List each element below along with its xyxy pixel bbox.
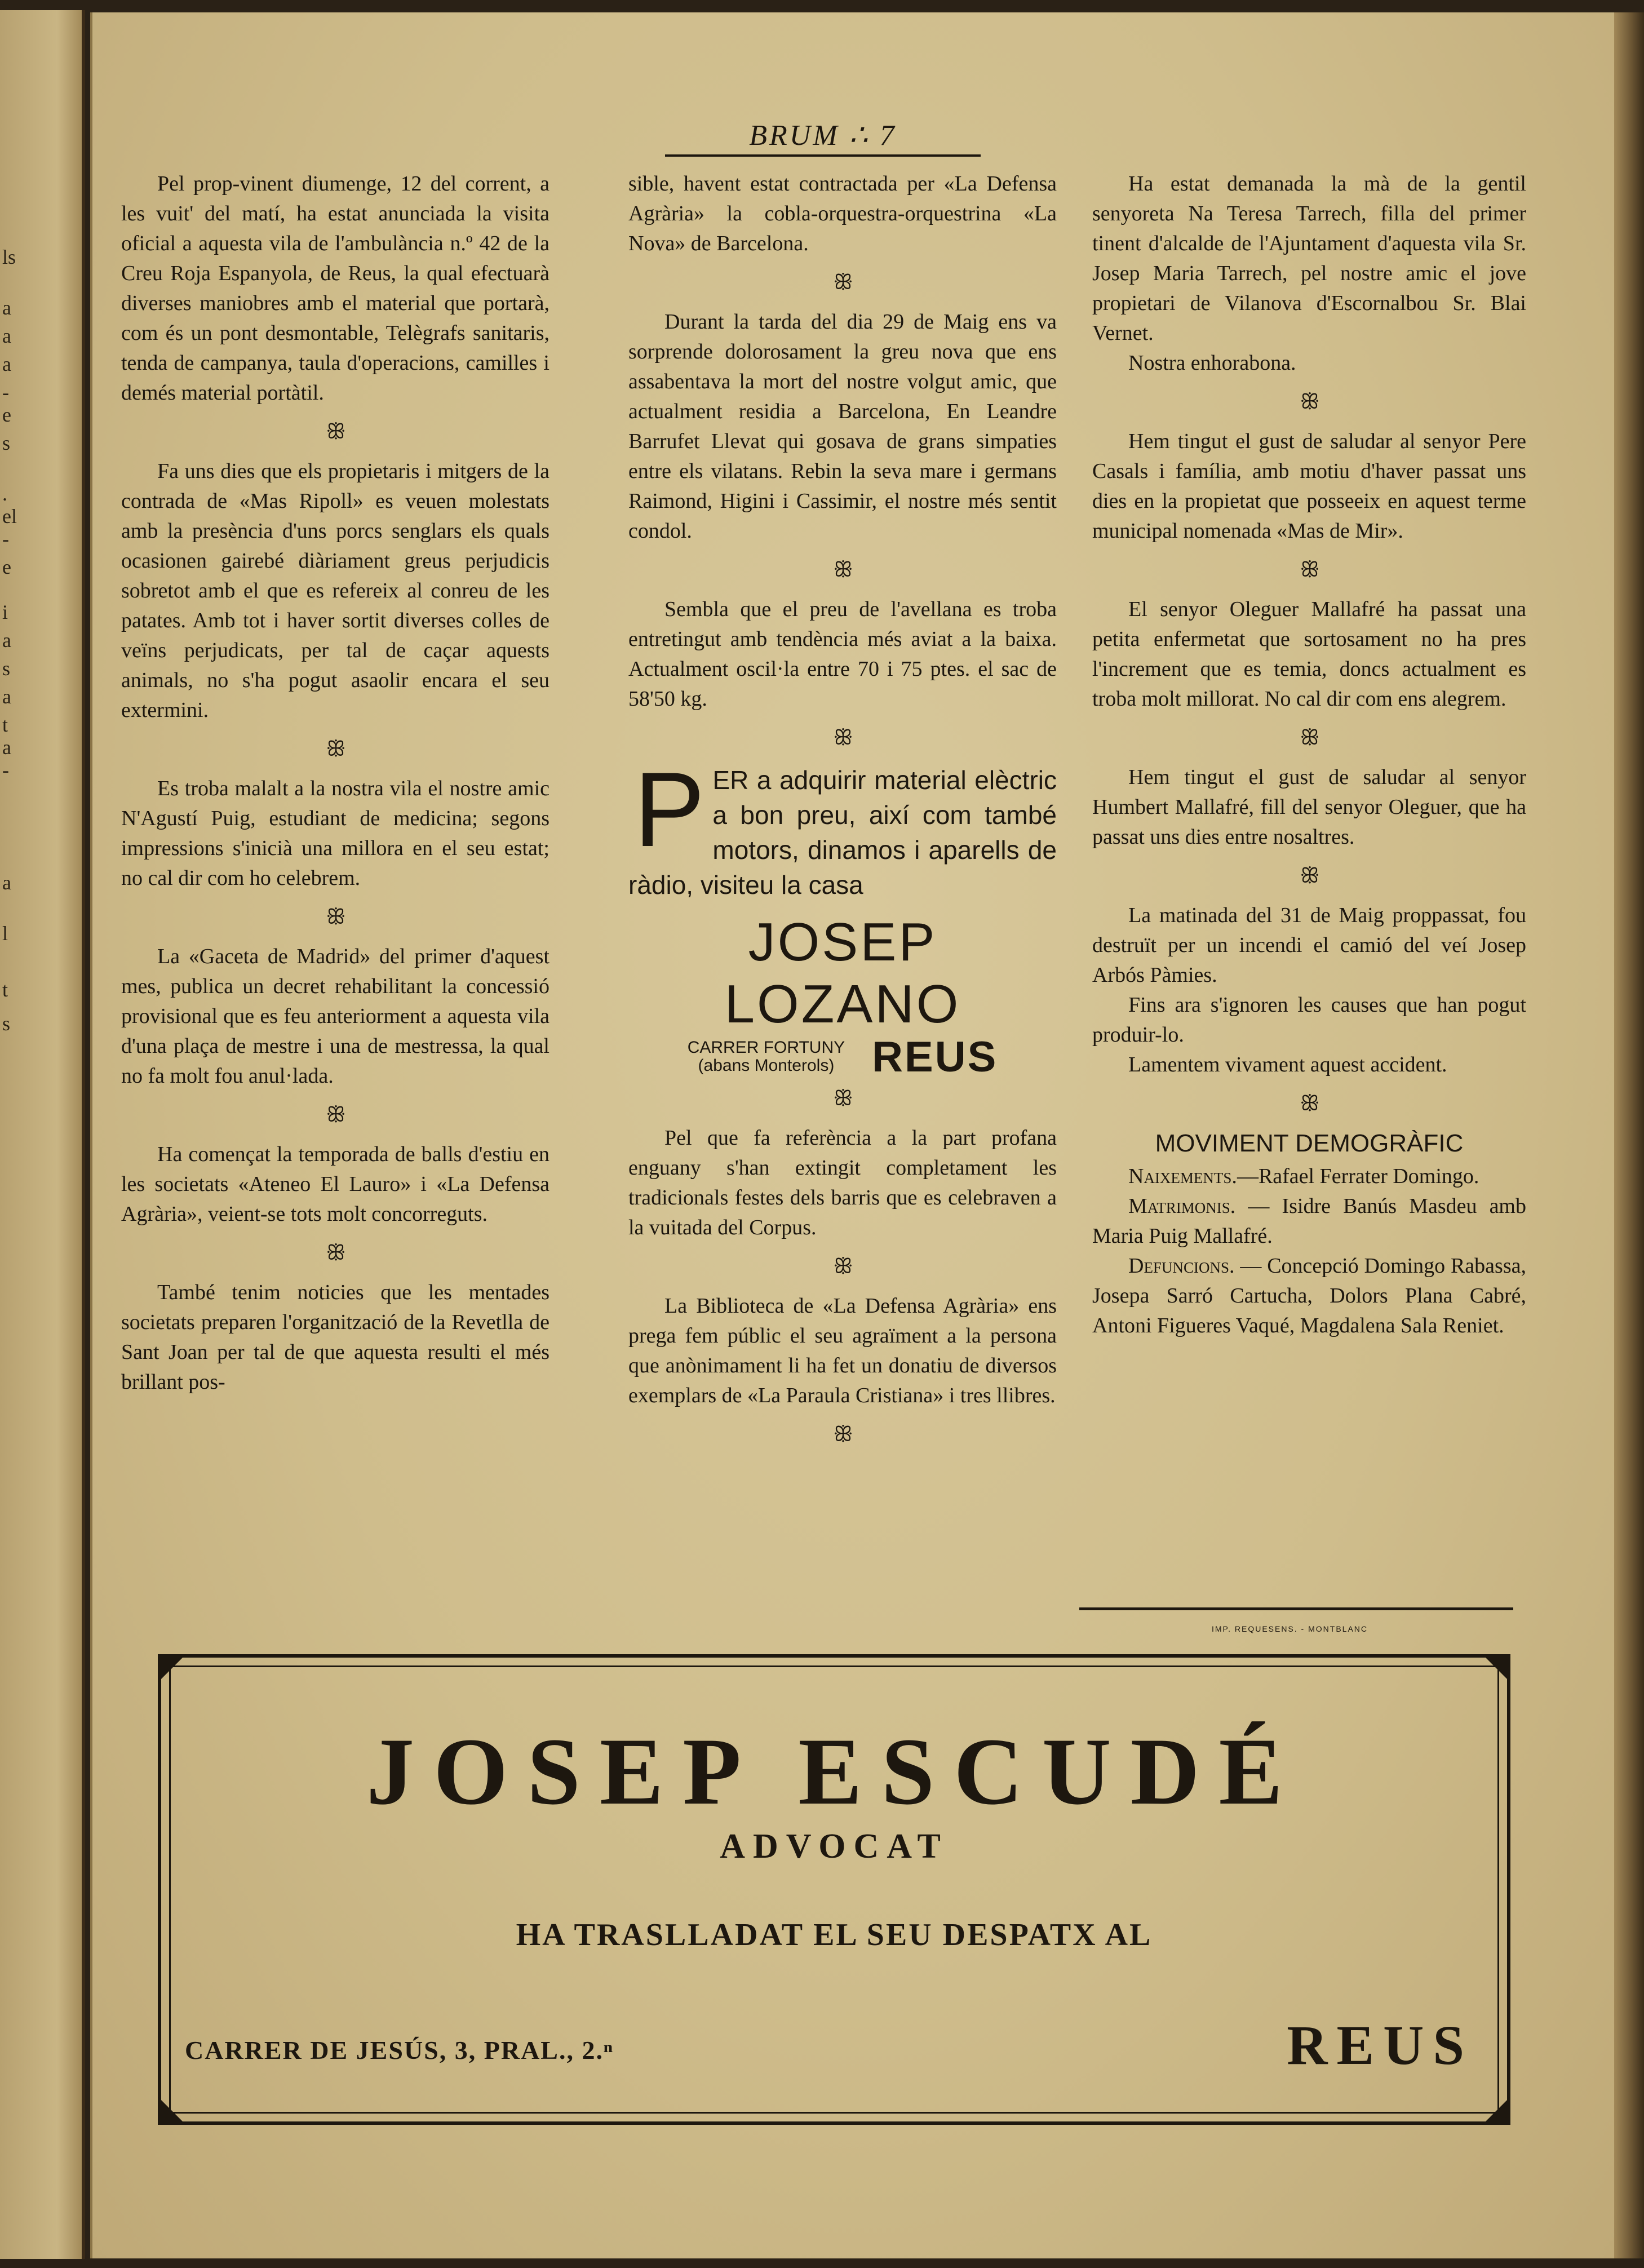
news-item: Sembla que el preu de l'avellana es troba entretingut amb tendència més aviat a la baixa. Actualment oscil·la entre 70 i 75 ptes. el sac de 58'50 kg. [628, 597, 1057, 711]
news-item: Ha estat demanada la mà de la gentil senyoreta Na Teresa Tarrech, filla del primer tinent d'alcalde de l'Ajuntament d'aquesta vila Sr. Josep Maria Tarrech, pel nostre amic el jove propietari de Vilanova d'Escornalbou Sr. Blai Vernet. [1092, 172, 1526, 345]
demographic-title: MOVIMENT DEMOGRÀFIC [1155, 1129, 1464, 1157]
news-item: La matinada del 31 de Maig proppassat, fou destruït per un incendi el camió del veí Josep Arbós Pàmies. [1092, 903, 1526, 987]
ornament-icon: ꕥ [1300, 390, 1319, 414]
advertisement-escude [158, 1654, 1510, 2125]
prev-page-fragment: a [2, 685, 11, 708]
ad-lozano-name: JOSEP LOZANO [724, 912, 961, 1034]
advertisement-lozano [628, 750, 1057, 1081]
ornament-icon: ꕥ [326, 1103, 345, 1127]
births-text: —Rafael Ferrater Domingo. [1237, 1164, 1479, 1188]
ad-escude-address: CARRER DE JESÚS, 3, PRAL., 2.ⁿ [185, 2036, 614, 2065]
news-item: Ha començat la temporada de balls d'estiu en les societats «Ateneo El Lauro» i «La Defensa Agrària», veient-se tots molt concorreguts. [121, 1142, 550, 1226]
news-item: Lamentem vivament aquest accident. [1128, 1053, 1447, 1077]
prev-page-fragment: a [2, 871, 11, 894]
ornament-icon: ꕥ [326, 737, 345, 761]
news-item: Fins ara s'ignoren les causes que han pogut produir-lo. [1092, 993, 1526, 1047]
news-item: Durant la tarda del dia 29 de Maig ens va sorprende dolorosament la greu nova que ens assabentava la mort del nostre volgut amic, que actualment residia a Barcelona, En Leandre Barrufet Llevat qui gosava de grans simpaties entre els vilatans. Rebin la seva mare i germans Raimond, Higini i Cassimir, el nostre més sentit condol. [628, 310, 1057, 543]
ornament-icon: ꕥ [1300, 558, 1319, 582]
prev-page-fragment: - [2, 528, 9, 550]
ornament-icon: ꕥ [1300, 864, 1319, 888]
news-item: Pel que fa referència a la part profana enguany s'han extingit completament les tradicionals festes dels barris que es celebraven a la vuitada del Corpus. [628, 1126, 1057, 1239]
ad-lozano-city: REUS [872, 1033, 998, 1081]
ad-lozano-street-line1: CARRER FORTUNY [687, 1038, 845, 1057]
ad-lozano-body: ER a adquirir material elèctric a bon preu, així com també motors, dinamos i aparells de ràdio, visiteu la casa [628, 765, 1057, 900]
ornament-icon: ꕥ [326, 905, 345, 929]
ornament-icon: ꕥ [833, 1255, 852, 1278]
prev-page-fragment: s [2, 1012, 11, 1035]
prev-page-fragment: e [2, 556, 11, 578]
prev-page-fragment: ls [2, 246, 16, 268]
prev-page-fragment: - [2, 381, 9, 404]
ad-escude-moved: HA TRASLLADAT EL SEU DESPATX AL [516, 1917, 1153, 1952]
ad-lozano-street [688, 1039, 845, 1075]
news-item: Fa uns dies que els propietaris i mitgers de la contrada de «Mas Ripoll» es veuen molestats amb la presència d'uns porcs senglars els quals ocasionen gairebé diàriament greus perjudicis sobretot amb el que es refereix al conreu de les patates. Amb tot i haver sortit diverses colles de veïns perjudicats, per tal de caçar aquests animals, no s'ha pogut asaolir encara el seu extermini. [121, 459, 550, 722]
prev-page-fragment: el [2, 505, 17, 528]
news-item: Nostra enhorabona. [1128, 351, 1296, 375]
corner-ornament [1482, 1654, 1510, 1682]
prev-page-fragment: l [2, 922, 8, 945]
births-label: Naixements. [1128, 1164, 1237, 1188]
deaths-text: — Concepció Domingo Rabassa, Josepa Sarró Cartucha, Dolors Plana Cabré, Antoni Figueres Vaqué, Magdalena Sala Reniet. [1092, 1254, 1526, 1337]
ad-lozano-address [628, 1033, 1057, 1081]
prev-page-fragment: s [2, 432, 11, 454]
column-1 [121, 169, 550, 1397]
ad-lozano-text [628, 750, 1057, 902]
corner-ornament [158, 2097, 186, 2125]
prev-page-fragment: a [2, 629, 11, 652]
ornament-icon: ꕥ [833, 558, 852, 582]
news-item: Es troba malalt a la nostra vila el nostre amic N'Agustí Puig, estudiant de medicina; segons impressions s'inicià una millora en el seu estat; no cal dir com ho celebrem. [121, 777, 550, 890]
ad-lozano-street-line2: (abans Monterols) [698, 1056, 835, 1075]
marriages-label: Matrimonis. [1128, 1194, 1236, 1218]
column-end-rule [1079, 1607, 1513, 1610]
news-item: Pel prop-vinent diumenge, 12 del corrent, a les vuit' del matí, ha estat anunciada la visita oficial a aquesta vila de l'ambulància n.º 42 de la Creu Roja Espanyola, de Reus, la qual efectuarà diverses maniobres amb el material que portarà, com és un pont desmontable, Telègrafs sanitaris, tenda de campanya, taula d'operacions, camilles i demés material portàtil. [121, 172, 550, 405]
previous-page-edge [0, 10, 85, 2259]
corner-ornament [1482, 2097, 1510, 2125]
deaths-label: Defuncions. [1128, 1254, 1235, 1278]
prev-page-fragment: t [2, 978, 8, 1001]
news-item: El senyor Oleguer Mallafré ha passat una petita enfermetat que sortosament no ha pres l'increment que es temia, doncs actualment es troba molt millorat. No cal dir com ens alegrem. [1092, 597, 1526, 711]
ornament-icon: ꕥ [326, 1241, 345, 1265]
column-2 [628, 169, 1057, 1459]
page-header: BRUM ∴ 7 [665, 118, 981, 157]
prev-page-fragment: a [2, 353, 11, 375]
news-item: La Biblioteca de «La Defensa Agrària» ens prega fem públic el seu agraïment a la persona que anònimament li ha fet un donatiu de diversos exemplars de «La Paraula Cristiana» i tres llibres. [628, 1294, 1057, 1407]
ornament-icon: ꕥ [833, 1087, 852, 1110]
ornament-icon: ꕥ [326, 420, 345, 444]
prev-page-fragment: a [2, 296, 11, 319]
prev-page-fragment: . [2, 482, 7, 505]
births-entry [1092, 1162, 1526, 1191]
ornament-icon: ꕥ [833, 1423, 852, 1446]
column-3 [1092, 169, 1526, 1341]
page-binding-edge [1612, 12, 1644, 2258]
ornament-icon: ꕥ [1300, 1092, 1319, 1115]
ornament-icon: ꕥ [833, 726, 852, 750]
prev-page-fragment: a [2, 736, 11, 759]
prev-page-fragment: s [2, 657, 11, 680]
ad-escude-city: REUS [1287, 2014, 1473, 2076]
news-item: La «Gaceta de Madrid» del primer d'aquest mes, publica un decret rehabilitant la concessió provisional que es feu anteriorment a aquesta vila d'una plaça de mestre i una de mestressa, la qual no fa molt fou anul·lada. [121, 945, 550, 1088]
prev-page-fragment: t [2, 714, 8, 736]
ad-escude-role: ADVOCAT [720, 1827, 949, 1866]
news-item: sible, havent estat contractada per «La Defensa Agrària» la cobla-orquestra-orquestrina «La Nova» de Barcelona. [628, 172, 1057, 255]
ad-escude-name: JOSEP ESCUDÉ [366, 1718, 1302, 1824]
marriages-entry [1092, 1191, 1526, 1251]
ornament-icon: ꕥ [1300, 726, 1319, 750]
prev-page-fragment: - [2, 759, 9, 781]
corner-ornament [158, 1654, 186, 1682]
marriages-text: — Isidre Banús Masdeu amb Maria Puig Mallafré. [1092, 1194, 1526, 1248]
news-item: També tenim noticies que les mentades societats preparen l'organització de la Revetlla de Sant Joan per tal de que aquesta resulti el més brillant pos- [121, 1281, 550, 1394]
printer-imprint: IMP. REQUESENS. - MONTBLANC [1212, 1624, 1368, 1633]
prev-page-fragment: i [2, 601, 8, 623]
deaths-entry [1092, 1251, 1526, 1341]
news-item: Hem tingut el gust de saludar al senyor Pere Casals i família, amb motiu d'haver passat uns dies en la propietat que posseeix en aquest terme municipal nomenada «Mas de Mir». [1092, 429, 1526, 543]
drop-cap: P [634, 750, 705, 869]
news-item: Hem tingut el gust de saludar al senyor Humbert Mallafré, fill del senyor Oleguer, que ha passat uns dies entre nosaltres. [1092, 765, 1526, 849]
prev-page-fragment: e [2, 404, 11, 426]
ornament-icon: ꕥ [833, 271, 852, 294]
prev-page-fragment: a [2, 325, 11, 347]
